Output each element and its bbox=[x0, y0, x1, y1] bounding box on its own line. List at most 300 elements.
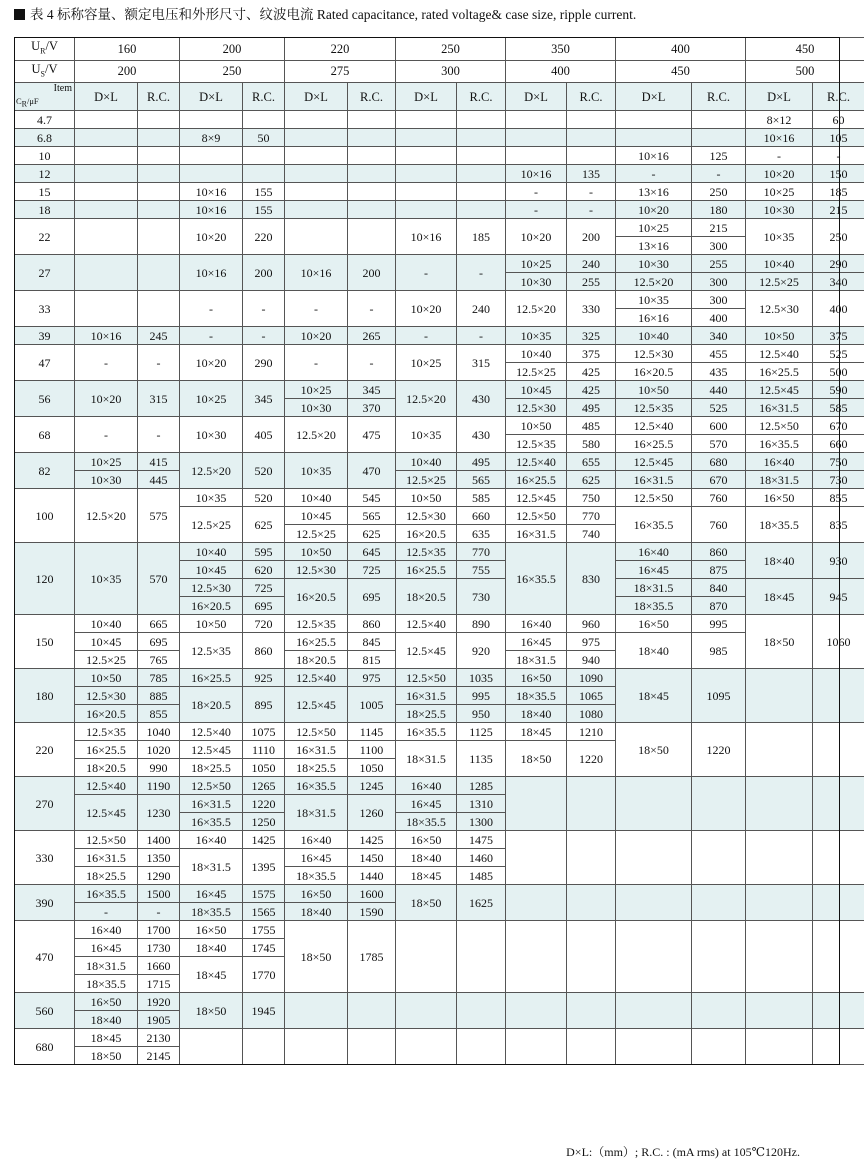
table-row bbox=[15, 831, 864, 849]
ripple-current-cell: 400 bbox=[692, 309, 746, 327]
case-size-cell: 12.5×35 bbox=[285, 615, 348, 633]
case-size-cell: 16×40 bbox=[616, 543, 692, 561]
ripple-current-cell: 575 bbox=[138, 489, 180, 543]
case-size-cell: 12.5×50 bbox=[285, 723, 348, 741]
table-row bbox=[15, 723, 864, 741]
case-size-cell: 10×50 bbox=[746, 327, 813, 345]
case-size-cell: 18×35.5 bbox=[75, 975, 138, 993]
ripple-current-cell: 755 bbox=[457, 561, 506, 579]
empty-cell bbox=[457, 201, 506, 219]
case-size-cell: 10×30 bbox=[506, 273, 567, 291]
case-size-cell: 16×45 bbox=[75, 939, 138, 957]
dl-header: D×L bbox=[396, 83, 457, 111]
case-size-cell: 12.5×35 bbox=[616, 399, 692, 417]
empty-cell bbox=[567, 831, 616, 885]
case-size-cell: 13×16 bbox=[616, 183, 692, 201]
empty-cell bbox=[692, 885, 746, 921]
case-size-cell: 10×40 bbox=[180, 543, 243, 561]
case-size-cell: 18×50 bbox=[180, 993, 243, 1029]
case-size-cell: 16×35.5 bbox=[506, 543, 567, 615]
ripple-current-cell: 200 bbox=[567, 219, 616, 255]
case-size-cell: 8×9 bbox=[180, 129, 243, 147]
ripple-current-cell: 995 bbox=[457, 687, 506, 705]
ripple-current-cell: 1755 bbox=[243, 921, 285, 939]
ur-450: 450 bbox=[746, 38, 864, 61]
case-size-cell: 12.5×50 bbox=[506, 507, 567, 525]
ripple-current-cell: 740 bbox=[567, 525, 616, 543]
case-size-cell: 10×30 bbox=[616, 255, 692, 273]
case-size-cell: 18×45 bbox=[396, 867, 457, 885]
capacitance-cell: 150 bbox=[15, 615, 75, 669]
case-size-cell: 18×40 bbox=[746, 543, 813, 579]
case-size-cell: 10×40 bbox=[285, 489, 348, 507]
empty-cell bbox=[138, 183, 180, 201]
ripple-current-cell: 240 bbox=[567, 255, 616, 273]
ripple-current-cell: 250 bbox=[692, 183, 746, 201]
case-size-cell: 10×30 bbox=[746, 201, 813, 219]
case-size-cell: 18×50 bbox=[506, 741, 567, 777]
ripple-current-cell: 125 bbox=[692, 147, 746, 165]
case-size-cell: 18×25.5 bbox=[285, 759, 348, 777]
table-row bbox=[15, 327, 864, 345]
ripple-current-cell: 730 bbox=[457, 579, 506, 615]
table-row bbox=[15, 669, 864, 687]
ripple-current-cell: 200 bbox=[243, 255, 285, 291]
ripple-current-cell: 1600 bbox=[348, 885, 396, 903]
case-size-cell: 18×50 bbox=[746, 615, 813, 669]
case-size-cell: 16×31.5 bbox=[75, 849, 138, 867]
ripple-current-cell: 220 bbox=[243, 219, 285, 255]
capacitance-cell: 390 bbox=[15, 885, 75, 921]
case-size-cell: 10×25 bbox=[285, 381, 348, 399]
ripple-current-cell: 185 bbox=[813, 183, 864, 201]
ripple-current-cell: 1050 bbox=[243, 759, 285, 777]
ripple-current-cell: 945 bbox=[813, 579, 864, 615]
ripple-current-cell: 495 bbox=[457, 453, 506, 471]
ripple-current-cell: 695 bbox=[138, 633, 180, 651]
ripple-current-cell: 1310 bbox=[457, 795, 506, 813]
case-size-cell: 16×31.5 bbox=[396, 687, 457, 705]
case-size-cell: 10×45 bbox=[180, 561, 243, 579]
ripple-current-cell: 345 bbox=[348, 381, 396, 399]
empty-cell bbox=[567, 993, 616, 1029]
ur-350: 350 bbox=[506, 38, 616, 61]
ripple-current-cell: 635 bbox=[457, 525, 506, 543]
ripple-current-cell: 1100 bbox=[348, 741, 396, 759]
ripple-current-cell: 890 bbox=[457, 615, 506, 633]
case-size-cell: 18×40 bbox=[75, 1011, 138, 1029]
empty-cell bbox=[616, 777, 692, 831]
case-size-cell: 12.5×40 bbox=[396, 615, 457, 633]
capacitance-cell: 39 bbox=[15, 327, 75, 345]
case-size-cell: 18×20.5 bbox=[396, 579, 457, 615]
ripple-current-cell: 665 bbox=[138, 615, 180, 633]
ripple-current-cell: 1060 bbox=[813, 615, 864, 669]
ripple-current-cell: 1265 bbox=[243, 777, 285, 795]
empty-cell bbox=[285, 1029, 348, 1065]
ripple-current-cell: 1190 bbox=[138, 777, 180, 795]
table-row bbox=[15, 165, 864, 183]
dl-header: D×L bbox=[506, 83, 567, 111]
ripple-current-cell: 1745 bbox=[243, 939, 285, 957]
empty-cell bbox=[616, 1029, 692, 1065]
case-size-cell: 16×40 bbox=[746, 453, 813, 471]
ripple-current-cell: 370 bbox=[348, 399, 396, 417]
case-size-cell: 12.5×50 bbox=[616, 489, 692, 507]
case-size-cell: - bbox=[506, 201, 567, 219]
empty-cell bbox=[75, 201, 138, 219]
empty-cell bbox=[506, 831, 567, 885]
case-size-cell: 18×40 bbox=[396, 849, 457, 867]
ripple-current-cell: 885 bbox=[138, 687, 180, 705]
case-size-cell: 12.5×40 bbox=[285, 669, 348, 687]
ur-160: 160 bbox=[75, 38, 180, 61]
ripple-current-cell: 300 bbox=[692, 291, 746, 309]
empty-cell bbox=[396, 993, 457, 1029]
case-size-cell: 12.5×40 bbox=[616, 417, 692, 435]
ur-400: 400 bbox=[616, 38, 746, 61]
dl-header: D×L bbox=[285, 83, 348, 111]
case-size-cell: 12.5×45 bbox=[506, 489, 567, 507]
ripple-current-cell: 405 bbox=[243, 417, 285, 453]
case-size-cell: 10×30 bbox=[285, 399, 348, 417]
case-size-cell: 16×45 bbox=[285, 849, 348, 867]
ripple-current-cell: 455 bbox=[692, 345, 746, 363]
empty-cell bbox=[285, 219, 348, 255]
ripple-current-cell: 785 bbox=[138, 669, 180, 687]
case-size-cell: 18×35.5 bbox=[285, 867, 348, 885]
case-size-cell: 18×31.5 bbox=[285, 795, 348, 831]
case-size-cell: 10×50 bbox=[285, 543, 348, 561]
ripple-current-cell: 660 bbox=[457, 507, 506, 525]
case-size-cell: - bbox=[396, 327, 457, 345]
case-size-cell: 10×16 bbox=[180, 255, 243, 291]
ripple-current-cell: 585 bbox=[813, 399, 864, 417]
ripple-current-cell: 730 bbox=[813, 471, 864, 489]
case-size-cell: 12.5×45 bbox=[180, 741, 243, 759]
square-bullet-icon bbox=[14, 9, 25, 20]
case-size-cell: 10×20 bbox=[180, 219, 243, 255]
case-size-cell: 12.5×45 bbox=[285, 687, 348, 723]
table-title-text: 表 4 标称容量、额定电压和外形尺寸、纹波电流 Rated capacitance, rated voltage& case size, ripple current. bbox=[30, 7, 637, 22]
ripple-current-cell: - bbox=[567, 183, 616, 201]
case-size-cell: 12.5×20 bbox=[396, 381, 457, 417]
case-size-cell: 10×16 bbox=[180, 183, 243, 201]
ripple-current-cell: 245 bbox=[138, 327, 180, 345]
case-size-cell: 18×25.5 bbox=[75, 867, 138, 885]
cr-label: $C_R/\mu F$ bbox=[16, 96, 39, 109]
empty-cell bbox=[457, 921, 506, 993]
ripple-current-cell: 2130 bbox=[138, 1029, 180, 1047]
ripple-current-cell: 830 bbox=[567, 543, 616, 615]
case-size-cell: - bbox=[506, 183, 567, 201]
ripple-current-cell: 485 bbox=[567, 417, 616, 435]
ripple-current-cell: 470 bbox=[348, 453, 396, 489]
ripple-current-cell: 985 bbox=[692, 633, 746, 669]
ripple-current-cell: 770 bbox=[567, 507, 616, 525]
ripple-current-cell: 500 bbox=[813, 363, 864, 381]
ripple-current-cell: 570 bbox=[138, 543, 180, 615]
table-row bbox=[15, 543, 864, 561]
ripple-current-cell: 520 bbox=[243, 489, 285, 507]
capacitance-cell: 12 bbox=[15, 165, 75, 183]
case-size-cell: - bbox=[616, 165, 692, 183]
capacitance-cell: 33 bbox=[15, 291, 75, 327]
rc-header: R.C. bbox=[692, 83, 746, 111]
ripple-current-cell: 725 bbox=[348, 561, 396, 579]
case-size-cell: 10×45 bbox=[506, 381, 567, 399]
ripple-current-cell: 290 bbox=[813, 255, 864, 273]
dl-header: D×L bbox=[75, 83, 138, 111]
empty-cell bbox=[567, 129, 616, 147]
ripple-current-cell: 345 bbox=[243, 381, 285, 417]
ripple-current-cell: 1565 bbox=[243, 903, 285, 921]
rc-header: R.C. bbox=[457, 83, 506, 111]
case-size-cell: 18×45 bbox=[180, 957, 243, 993]
case-size-cell: 16×31.5 bbox=[746, 399, 813, 417]
ripple-current-cell: 1475 bbox=[457, 831, 506, 849]
empty-cell bbox=[506, 885, 567, 921]
us-300: 300 bbox=[396, 60, 506, 83]
ripple-current-cell: 655 bbox=[567, 453, 616, 471]
case-size-cell: 10×25 bbox=[180, 381, 243, 417]
case-size-cell: 10×50 bbox=[396, 489, 457, 507]
capacitance-cell: 15 bbox=[15, 183, 75, 201]
ripple-current-cell: 995 bbox=[692, 615, 746, 633]
ripple-current-cell: 215 bbox=[692, 219, 746, 237]
table-row bbox=[15, 255, 864, 273]
case-size-cell: 18×40 bbox=[285, 903, 348, 921]
ripple-current-cell: - bbox=[243, 327, 285, 345]
case-size-cell: 18×35.5 bbox=[616, 597, 692, 615]
ripple-current-cell: 400 bbox=[813, 291, 864, 327]
case-size-cell: - bbox=[396, 255, 457, 291]
ripple-current-cell: 155 bbox=[243, 201, 285, 219]
case-size-cell: 12.5×20 bbox=[285, 417, 348, 453]
case-size-cell: 12.5×25 bbox=[746, 273, 813, 291]
capacitance-cell: 68 bbox=[15, 417, 75, 453]
ripple-current-cell: 1250 bbox=[243, 813, 285, 831]
case-size-cell: 12.5×35 bbox=[75, 723, 138, 741]
ripple-current-cell: 1210 bbox=[567, 723, 616, 741]
ripple-current-cell: 1450 bbox=[348, 849, 396, 867]
empty-cell bbox=[506, 777, 567, 831]
case-size-cell: 18×31.5 bbox=[746, 471, 813, 489]
ripple-current-cell: 300 bbox=[692, 273, 746, 291]
case-size-cell: 16×35.5 bbox=[285, 777, 348, 795]
case-size-cell: 16×31.5 bbox=[180, 795, 243, 813]
case-size-cell: 12.5×20 bbox=[180, 453, 243, 489]
ripple-current-cell: 1730 bbox=[138, 939, 180, 957]
ripple-current-cell: 495 bbox=[567, 399, 616, 417]
ripple-current-cell: 1110 bbox=[243, 741, 285, 759]
empty-cell bbox=[285, 129, 348, 147]
case-size-cell: 10×40 bbox=[396, 453, 457, 471]
table-row bbox=[15, 183, 864, 201]
case-size-cell: 12.5×40 bbox=[506, 453, 567, 471]
empty-cell bbox=[567, 1029, 616, 1065]
us-label: $U_S/V$ bbox=[15, 60, 75, 83]
ripple-current-cell: 815 bbox=[348, 651, 396, 669]
rc-header: R.C. bbox=[813, 83, 864, 111]
case-size-cell: 18×35.5 bbox=[746, 507, 813, 543]
empty-cell bbox=[348, 129, 396, 147]
table-row bbox=[15, 147, 864, 165]
empty-cell bbox=[396, 129, 457, 147]
ur-label: $U_R/V$ bbox=[15, 38, 75, 61]
capacitance-cell: 100 bbox=[15, 489, 75, 543]
empty-cell bbox=[457, 1029, 506, 1065]
case-size-cell: 10×20 bbox=[285, 327, 348, 345]
case-size-cell: - bbox=[180, 291, 243, 327]
empty-cell bbox=[180, 165, 243, 183]
table-row bbox=[15, 345, 864, 363]
column-header-row bbox=[15, 83, 864, 111]
table-row bbox=[15, 885, 864, 903]
ripple-current-cell: 1300 bbox=[457, 813, 506, 831]
empty-cell bbox=[692, 921, 746, 993]
case-size-cell: 18×31.5 bbox=[616, 579, 692, 597]
case-size-cell: 16×25.5 bbox=[285, 633, 348, 651]
empty-cell bbox=[396, 1029, 457, 1065]
case-size-cell: 16×20.5 bbox=[285, 579, 348, 615]
ripple-current-cell: 1625 bbox=[457, 885, 506, 921]
case-size-cell: 16×45 bbox=[396, 795, 457, 813]
empty-cell bbox=[506, 1029, 567, 1065]
empty-cell bbox=[813, 831, 864, 885]
case-size-cell: 18×20.5 bbox=[180, 687, 243, 723]
case-size-cell: 12.5×30 bbox=[75, 687, 138, 705]
ripple-current-cell: 340 bbox=[692, 327, 746, 345]
case-size-cell: 10×20 bbox=[396, 291, 457, 327]
empty-cell bbox=[285, 201, 348, 219]
us-250: 250 bbox=[180, 60, 285, 83]
case-size-cell: 12.5×30 bbox=[746, 291, 813, 327]
empty-cell bbox=[746, 723, 813, 777]
case-size-cell: 13×16 bbox=[616, 237, 692, 255]
ripple-current-cell: 855 bbox=[138, 705, 180, 723]
rc-header: R.C. bbox=[243, 83, 285, 111]
empty-cell bbox=[138, 255, 180, 291]
capacitance-cell: 82 bbox=[15, 453, 75, 489]
ripple-current-cell: 1290 bbox=[138, 867, 180, 885]
ripple-current-cell: 1125 bbox=[457, 723, 506, 741]
table-row bbox=[15, 471, 864, 489]
ripple-current-cell: 760 bbox=[692, 489, 746, 507]
empty-cell bbox=[616, 129, 692, 147]
capacitance-cell: 330 bbox=[15, 831, 75, 885]
case-size-cell: 10×35 bbox=[180, 489, 243, 507]
case-size-cell: 10×16 bbox=[396, 219, 457, 255]
empty-cell bbox=[348, 111, 396, 129]
empty-cell bbox=[692, 1029, 746, 1065]
case-size-cell: 16×20.5 bbox=[180, 597, 243, 615]
case-size-cell: 12.5×20 bbox=[616, 273, 692, 291]
ripple-current-cell: 315 bbox=[457, 345, 506, 381]
ripple-current-cell: 1715 bbox=[138, 975, 180, 993]
ripple-current-cell: 845 bbox=[348, 633, 396, 651]
capacitance-cell: 180 bbox=[15, 669, 75, 723]
ripple-current-cell: 300 bbox=[692, 237, 746, 255]
ripple-current-cell: 50 bbox=[243, 129, 285, 147]
case-size-cell: 12.5×30 bbox=[396, 507, 457, 525]
empty-cell bbox=[348, 147, 396, 165]
ripple-current-cell: 895 bbox=[243, 687, 285, 723]
ripple-current-cell: 760 bbox=[692, 507, 746, 543]
empty-cell bbox=[348, 993, 396, 1029]
empty-cell bbox=[138, 111, 180, 129]
case-size-cell: 12.5×35 bbox=[180, 633, 243, 669]
case-size-cell: 16×31.5 bbox=[285, 741, 348, 759]
ripple-current-cell: - bbox=[457, 327, 506, 345]
ripple-current-cell: 250 bbox=[813, 219, 864, 255]
ripple-current-cell: 725 bbox=[243, 579, 285, 597]
ripple-current-cell: 325 bbox=[567, 327, 616, 345]
case-size-cell: 16×40 bbox=[285, 831, 348, 849]
empty-cell bbox=[506, 147, 567, 165]
empty-cell bbox=[138, 129, 180, 147]
ripple-current-cell: 430 bbox=[457, 381, 506, 417]
ripple-current-cell: 215 bbox=[813, 201, 864, 219]
case-size-cell: 16×35.5 bbox=[180, 813, 243, 831]
case-size-cell: 8×12 bbox=[746, 111, 813, 129]
table-row bbox=[15, 219, 864, 237]
ripple-current-cell: 525 bbox=[813, 345, 864, 363]
case-size-cell: 16×40 bbox=[396, 777, 457, 795]
case-size-cell: 12.5×45 bbox=[396, 633, 457, 669]
case-size-cell: 16×20.5 bbox=[75, 705, 138, 723]
case-size-cell: 10×25 bbox=[75, 453, 138, 471]
case-size-cell: 16×35.5 bbox=[396, 723, 457, 741]
empty-cell bbox=[348, 219, 396, 255]
case-size-cell: 12.5×40 bbox=[75, 777, 138, 795]
table-row bbox=[15, 201, 864, 219]
empty-cell bbox=[138, 147, 180, 165]
ripple-current-cell: 1080 bbox=[567, 705, 616, 723]
ripple-current-cell: 525 bbox=[692, 399, 746, 417]
empty-cell bbox=[506, 993, 567, 1029]
empty-cell bbox=[138, 219, 180, 255]
empty-cell bbox=[75, 129, 138, 147]
empty-cell bbox=[567, 147, 616, 165]
ripple-current-cell: 135 bbox=[567, 165, 616, 183]
empty-cell bbox=[692, 111, 746, 129]
empty-cell bbox=[348, 165, 396, 183]
case-size-cell: 18×31.5 bbox=[180, 849, 243, 885]
ripple-current-cell: - bbox=[348, 291, 396, 327]
case-size-cell: 10×16 bbox=[506, 165, 567, 183]
case-size-cell: 12.5×50 bbox=[180, 777, 243, 795]
capacitance-cell: 470 bbox=[15, 921, 75, 993]
ripple-current-cell: 1485 bbox=[457, 867, 506, 885]
ripple-current-cell: 255 bbox=[692, 255, 746, 273]
case-size-cell: 16×40 bbox=[180, 831, 243, 849]
ripple-current-cell: 1785 bbox=[348, 921, 396, 993]
ripple-current-cell: 1220 bbox=[567, 741, 616, 777]
ripple-current-cell: 1245 bbox=[348, 777, 396, 795]
case-size-cell: 12.5×30 bbox=[616, 345, 692, 363]
empty-cell bbox=[396, 183, 457, 201]
ripple-current-cell: 1040 bbox=[138, 723, 180, 741]
ripple-current-cell: 720 bbox=[243, 615, 285, 633]
case-size-cell: 10×40 bbox=[746, 255, 813, 273]
ripple-current-cell: - bbox=[348, 345, 396, 381]
empty-cell bbox=[813, 777, 864, 831]
ripple-current-cell: 425 bbox=[567, 381, 616, 399]
item-label: Item bbox=[53, 83, 72, 94]
ripple-current-cell: 870 bbox=[692, 597, 746, 615]
case-size-cell: 12.5×30 bbox=[180, 579, 243, 597]
